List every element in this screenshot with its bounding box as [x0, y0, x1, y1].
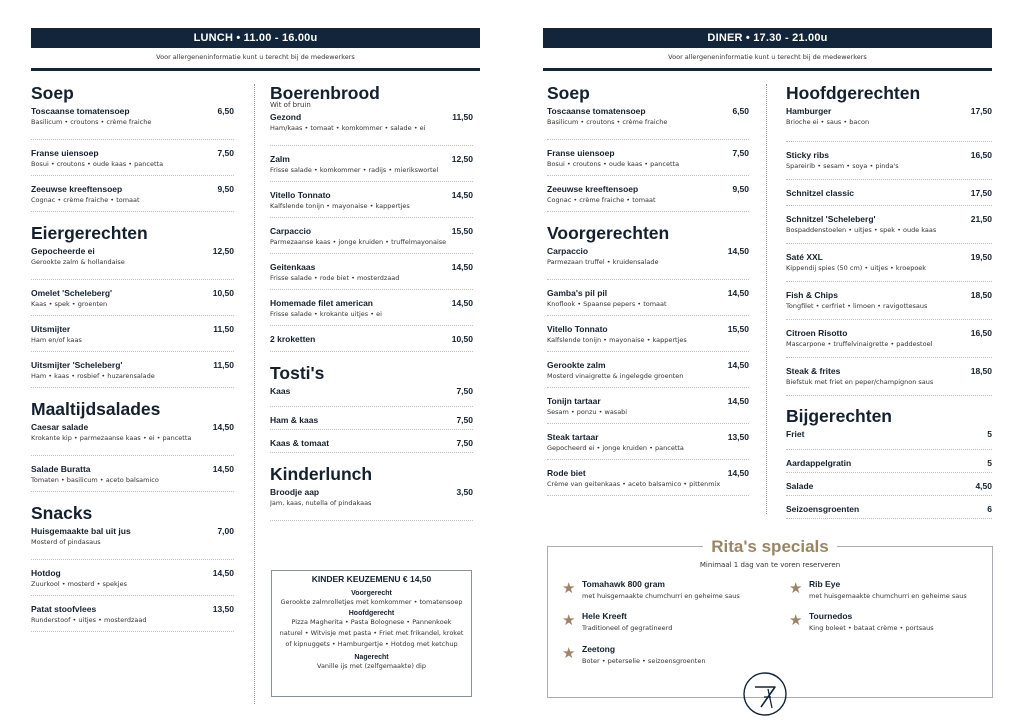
menu-section-boerenbrood — [270, 82, 473, 352]
special-desc: King boleet • bataat crème • portsaus — [809, 624, 934, 632]
menu-item-name: Franse uiensoep — [547, 148, 615, 158]
menu-item-description: Gerookte zalm & hollandaise — [31, 258, 125, 266]
menu-item — [270, 290, 473, 326]
menu-item-name: Zeeuwse kreeftensoep — [31, 184, 123, 194]
menu-item-name: Uitsmijter 'Scheleberg' — [31, 360, 123, 370]
menu-item-price: 18,50 — [970, 366, 992, 376]
menu-item-price: 14,50 — [212, 464, 234, 474]
menu-item-price: 5 — [987, 458, 992, 468]
menu-section-voorgerechten — [547, 222, 749, 496]
menu-item-name: Geitenkaas — [270, 262, 316, 272]
menu-item-description: Sesam • ponzu • wasabi — [547, 408, 628, 416]
menu-item-description: Gepocheerd ei • jonge kruiden • pancetta — [547, 444, 684, 452]
menu-item-description: Bospaddenstoelen • uitjes • spek • oude kaas — [786, 226, 937, 234]
menu-item-price: 19,50 — [970, 252, 992, 262]
menu-item-row — [270, 438, 473, 448]
menu-item-row — [270, 487, 473, 497]
menu-item-name: Gamba's pil pil — [547, 288, 608, 298]
menu-item-row — [31, 148, 234, 158]
menu-item-description: Kippendij spies (50 cm) • uitjes • kroepoek — [786, 264, 927, 272]
menu-item — [31, 316, 234, 352]
kids-hoofdgerecht-line: Pizza Magherita • Pasta Bolognese • Pannenkoek — [291, 618, 452, 626]
special-item — [789, 579, 967, 600]
menu-item — [270, 146, 473, 182]
menu-item-description: Brioche ei • saus • bacon — [786, 118, 870, 126]
menu-item — [786, 427, 992, 450]
menu-item-row — [31, 604, 234, 614]
menu-item-description: Frisse salade • krokante uitjes • ei — [270, 310, 382, 318]
section-title: Kinderlunch — [270, 464, 373, 484]
star-icon: ★ — [562, 579, 576, 597]
menu-item — [270, 326, 473, 352]
menu-section-kinderlunch — [270, 463, 473, 521]
menu-item-row — [547, 396, 749, 406]
kids-menu-box — [271, 570, 472, 697]
menu-item-price: 21,50 — [970, 214, 992, 224]
menu-item-row — [31, 568, 234, 578]
menu-item — [270, 485, 473, 521]
menu-item-name: Gerookte zalm — [547, 360, 606, 370]
menu-item — [31, 176, 234, 212]
menu-item-row — [547, 106, 749, 116]
menu-item-price: 10,50 — [451, 334, 473, 344]
menu-item-description: Krokante kip • parmezaanse kaas • ei • pancetta — [31, 434, 192, 442]
diner-column-2 — [786, 82, 992, 525]
menu-item-price: 4,50 — [975, 481, 992, 491]
menu-item-name: Homemade filet american — [270, 298, 373, 308]
menu-item — [786, 358, 992, 396]
menu-item-name: Patat stoofvlees — [31, 604, 97, 614]
menu-item-row — [786, 214, 992, 224]
menu-item-row — [547, 246, 749, 256]
menu-item-description: Mosterd of pindasaus — [31, 538, 101, 546]
section-title: Soep — [547, 83, 590, 103]
menu-item-price: 7,50 — [456, 438, 473, 448]
menu-item-row — [786, 290, 992, 300]
kids-menu-title: KINDER KEUZEMENU € 14,50 — [311, 574, 432, 584]
menu-item-price: 13,50 — [727, 432, 749, 442]
menu-item-name: Uitsmijter — [31, 324, 71, 334]
menu-item-row — [31, 288, 234, 298]
menu-item-description: Parmezaanse kaas • jonge kruiden • truffelmayonaise — [270, 238, 447, 246]
menu-item-name: 2 kroketten — [270, 334, 316, 344]
menu-item — [547, 460, 749, 496]
menu-item-row — [31, 184, 234, 194]
diner-header-rule — [543, 68, 992, 71]
menu-item-description: Jam, kaas, nutella of pindakaas — [270, 499, 372, 507]
menu-item-description: Biefstuk met friet en peper/champignon saus — [786, 378, 934, 386]
menu-item-price: 14,50 — [727, 396, 749, 406]
menu-item-row — [547, 288, 749, 298]
menu-item-description: Zuurkool • mosterd • spekjes — [31, 580, 127, 588]
menu-section-eiergerechten — [31, 222, 234, 388]
ritas-specials-title — [548, 537, 992, 557]
menu-item-row — [786, 252, 992, 262]
menu-item-description: Frisse salade • komkommer • radijs • mierikswortel — [270, 166, 439, 174]
menu-item-name: Omelet 'Scheleberg' — [31, 288, 113, 298]
menu-item — [786, 320, 992, 358]
menu-item — [31, 104, 234, 140]
menu-item-price: 7,50 — [456, 386, 473, 396]
kids-hoofdgerecht-line: of kipnuggets • Hamburgertje • Hotdog met ketchup — [285, 640, 458, 648]
special-desc: Traditioneel of gegratineerd — [582, 624, 673, 632]
menu-item-name: Aardappelgratin — [786, 458, 852, 468]
menu-item-row — [31, 106, 234, 116]
menu-item-price: 7,50 — [732, 148, 749, 158]
menu-item — [31, 352, 234, 388]
menu-item-name: Gepocheerde ei — [31, 246, 95, 256]
menu-item-name: Schnitzel 'Scheleberg' — [786, 214, 876, 224]
lunch-header: LUNCH • 11.00 - 16.00u — [31, 28, 480, 48]
menu-item-name: Steak & frites — [786, 366, 841, 376]
menu-item-price: 14,50 — [451, 190, 473, 200]
special-name: Tournedos — [809, 611, 853, 621]
menu-item-name: Hotdog — [31, 568, 61, 578]
menu-item-price: 6,50 — [732, 106, 749, 116]
menu-item-description: Frisse salade • rode biet • mosterdzaad — [270, 274, 400, 282]
section-title: Eiergerechten — [31, 223, 148, 243]
menu-item-description: Basilicum • croutons • crème fraiche — [31, 118, 152, 126]
menu-item-price: 11,50 — [452, 112, 473, 122]
diner-allergen-note: Voor allergeneninformatie kunt u terecht bij de medewerkers — [668, 53, 867, 61]
kids-voorgerecht-heading: Voorgerecht — [351, 590, 392, 597]
menu-item-description: Bosui • croutons • oude kaas • pancetta — [31, 160, 164, 168]
menu-item — [270, 430, 473, 453]
menu-item-description: Crème van geitenkaas • aceto balsamico • pittenmix — [547, 480, 721, 488]
restaurant-logo-icon — [742, 671, 788, 717]
section-title: Voorgerechten — [547, 223, 670, 243]
menu-item-description: Kalfslende tonijn • mayonaise • kappertjes — [547, 336, 687, 344]
menu-item — [31, 560, 234, 596]
menu-item-row — [270, 262, 473, 272]
menu-item-row — [270, 226, 473, 236]
menu-item-price: 6 — [987, 504, 992, 514]
menu-item-price: 14,50 — [727, 360, 749, 370]
menu-item-name: Vitello Tonnato — [547, 324, 608, 334]
menu-item-price: 13,50 — [212, 604, 234, 614]
menu-item — [786, 496, 992, 519]
menu-item-description: Tongfilet • cerfriet • limoen • ravigottesaus — [786, 302, 928, 310]
menu-item-price: 9,50 — [732, 184, 749, 194]
menu-item — [547, 316, 749, 352]
menu-item-description: Bosui • croutons • oude kaas • pancetta — [547, 160, 680, 168]
menu-item-name: Huisgemaakte bal uit jus — [31, 526, 131, 536]
menu-item-name: Saté XXL — [786, 252, 823, 262]
section-title: Boerenbrood — [270, 83, 380, 103]
menu-item-price: 14,50 — [727, 468, 749, 478]
menu-item — [786, 473, 992, 496]
menu-item-name: Caesar salade — [31, 422, 89, 432]
special-item — [562, 644, 705, 665]
menu-item — [270, 110, 473, 146]
diner-column-divider — [766, 84, 767, 514]
section-subtitle: Wit of bruin — [270, 101, 311, 109]
menu-item-name: Zeeuwse kreeftensoep — [547, 184, 639, 194]
section-title: Bijgerechten — [786, 406, 892, 426]
menu-item-name: Zalm — [270, 154, 290, 164]
menu-item-description: Parmezaan truffel • kruidensalade — [547, 258, 659, 266]
ritas-specials-subtitle: Minimaal 1 dag van te voren reserveren — [699, 561, 841, 569]
menu-item-name: Salade — [786, 481, 814, 491]
menu-item-row — [270, 334, 473, 344]
menu-item-row — [547, 360, 749, 370]
menu-item-price: 5 — [987, 429, 992, 439]
menu-item-price: 15,50 — [727, 324, 749, 334]
menu-item-price: 18,50 — [970, 290, 992, 300]
menu-item-name: Hamburger — [786, 106, 832, 116]
star-icon: ★ — [562, 611, 576, 629]
menu-item-name: Steak tartaar — [547, 432, 599, 442]
menu-item-name: Friet — [786, 429, 805, 439]
menu-item-description: Spareirib • sesam • soya • pinda's — [786, 162, 899, 170]
menu-item — [31, 244, 234, 280]
menu-section-maaltijdsalades — [31, 398, 234, 492]
menu-item-description: Mascarpone • truffelvinaigrette • paddestoel — [786, 340, 933, 348]
menu-item-description: Cognac • crème fraiche • tomaat — [547, 196, 656, 204]
menu-item-name: Vitello Tonnato — [270, 190, 331, 200]
menu-section-soep — [547, 82, 749, 212]
menu-item — [31, 140, 234, 176]
menu-item-price: 14,50 — [727, 288, 749, 298]
menu-item — [31, 420, 234, 456]
special-name: Hele Kreeft — [582, 611, 627, 621]
menu-item-description: Ham/kaas • tomaat • komkommer • salade • ei — [270, 124, 426, 132]
menu-item-name: Ham & kaas — [270, 415, 319, 425]
menu-item — [270, 384, 473, 407]
menu-item-description: Ham en/of kaas — [31, 336, 82, 344]
menu-item — [31, 280, 234, 316]
menu-item-price: 16,50 — [970, 328, 992, 338]
menu-item-price: 17,50 — [970, 106, 992, 116]
ritas-specials-title-text: Rita's specials — [703, 537, 836, 556]
menu-item-name: Schnitzel classic — [786, 188, 855, 198]
menu-item-price: 7,00 — [217, 526, 234, 536]
section-title: Maaltijdsalades — [31, 399, 161, 419]
menu-item-price: 6,50 — [217, 106, 234, 116]
special-name: Rib Eye — [809, 579, 841, 589]
menu-item — [270, 182, 473, 218]
menu-item-row — [547, 184, 749, 194]
menu-item-name: Kaas — [270, 386, 291, 396]
menu-section-soep — [31, 82, 234, 212]
special-name: Zeetong — [582, 644, 616, 654]
menu-item-price: 15,50 — [451, 226, 473, 236]
menu-item — [547, 352, 749, 388]
menu-item-description: Mosterd vinaigrette & ingelegde groenten — [547, 372, 684, 380]
special-desc: met huisgemaakte chumchurri en geheime saus — [582, 592, 740, 600]
menu-section-bijgerechten — [786, 405, 992, 519]
menu-item-row — [270, 154, 473, 164]
menu-item-row — [786, 106, 992, 116]
menu-item-name: Fish & Chips — [786, 290, 838, 300]
lunch-column-divider — [254, 84, 255, 704]
menu-item-row — [547, 432, 749, 442]
special-desc: Boter • peterselie • seizoensgroenten — [582, 657, 706, 665]
star-icon: ★ — [789, 611, 803, 629]
menu-item-row — [786, 429, 992, 439]
kids-hoofdgerecht-heading: Hoofdgerecht — [348, 610, 395, 617]
menu-section-snacks — [31, 502, 234, 632]
menu-item-price: 12,50 — [212, 246, 234, 256]
menu-item-row — [786, 481, 992, 491]
menu-item — [786, 282, 992, 320]
menu-item-price: 7,50 — [217, 148, 234, 158]
star-icon: ★ — [562, 644, 576, 662]
diner-header: DINER • 17.30 - 21.00u — [543, 28, 992, 48]
menu-item-price: 17,50 — [970, 188, 992, 198]
menu-item-row — [270, 415, 473, 425]
menu-item — [31, 524, 234, 560]
menu-item-description: Basilicum • croutons • crème fraiche — [547, 118, 668, 126]
special-name: Tomahawk 800 gram — [582, 579, 665, 589]
kids-nagerecht-text: Vanille ijs met (zelfgemaakte) dip — [317, 662, 426, 670]
menu-item-price: 11,50 — [213, 360, 234, 370]
section-title: Hoofdgerechten — [786, 83, 921, 103]
menu-item — [786, 180, 992, 206]
menu-item-description: Tomaten • basilicum • aceto balsamico — [31, 476, 159, 484]
menu-item-price: 7,50 — [456, 415, 473, 425]
lunch-allergen-note: Voor allergeneninformatie kunt u terecht bij de medewerkers — [156, 53, 355, 61]
special-desc: met huisgemaakte chumchurri en geheime saus — [809, 592, 967, 600]
menu-item-row — [31, 246, 234, 256]
menu-item — [547, 140, 749, 176]
menu-item-price: 9,50 — [217, 184, 234, 194]
menu-item-row — [31, 324, 234, 334]
special-item — [562, 579, 740, 600]
menu-item-row — [31, 360, 234, 370]
menu-item — [547, 176, 749, 212]
kids-hoofdgerecht-line: naturel • Witvisje met pasta • Friet met frikandel, kroket — [279, 629, 464, 637]
section-title: Snacks — [31, 503, 93, 523]
menu-item-description: Cognac • crème fraiche • tomaat — [31, 196, 140, 204]
lunch-column-1 — [31, 82, 234, 638]
menu-item-description: Ham • kaas • rosbief • huzarensalade — [31, 372, 155, 380]
menu-item-price: 16,50 — [970, 150, 992, 160]
menu-item — [31, 596, 234, 632]
menu-item-name: Salade Buratta — [31, 464, 91, 474]
menu-item-description: Kalfslende tonijn • mayonaise • kappertjes — [270, 202, 410, 210]
menu-item — [31, 456, 234, 492]
menu-item-name: Franse uiensoep — [31, 148, 99, 158]
section-title: Soep — [31, 83, 74, 103]
menu-item — [786, 206, 992, 244]
menu-item-row — [786, 458, 992, 468]
menu-item-name: Toscaanse tomatensoep — [31, 106, 130, 116]
menu-item-row — [270, 190, 473, 200]
menu-item-name: Carpaccio — [270, 226, 312, 236]
menu-item-description: Knoflook • Spaanse pepers • tomaat — [547, 300, 667, 308]
menu-item-row — [547, 324, 749, 334]
menu-item-price: 14,50 — [212, 568, 234, 578]
menu-item-row — [31, 464, 234, 474]
menu-section-hoofdgerechten — [786, 82, 992, 396]
menu-item-price: 14,50 — [727, 246, 749, 256]
menu-item — [270, 254, 473, 290]
menu-item — [270, 218, 473, 254]
menu-item-row — [270, 112, 473, 122]
menu-item — [547, 424, 749, 460]
menu-item-row — [786, 188, 992, 198]
menu-item — [786, 104, 992, 142]
menu-item — [786, 450, 992, 473]
menu-item-row — [270, 298, 473, 308]
menu-section-tosti-s — [270, 362, 473, 453]
menu-item-row — [786, 328, 992, 338]
menu-item-price: 14,50 — [451, 262, 473, 272]
menu-item-row — [786, 504, 992, 514]
special-item — [789, 611, 934, 632]
menu-item-row — [31, 422, 234, 432]
menu-item-price: 12,50 — [451, 154, 473, 164]
menu-item-name: Tonijn tartaar — [547, 396, 601, 406]
menu-item — [547, 280, 749, 316]
menu-item-name: Gezond — [270, 112, 302, 122]
menu-item — [547, 104, 749, 140]
menu-item-row — [31, 526, 234, 536]
menu-item-name: Kaas & tomaat — [270, 438, 330, 448]
menu-item-description: Kaas • spek • groenten — [31, 300, 108, 308]
menu-item — [786, 142, 992, 180]
menu-item-name: Citroen Risotto — [786, 328, 848, 338]
menu-item-price: 3,50 — [456, 487, 473, 497]
menu-item-price: 10,50 — [212, 288, 234, 298]
lunch-header-rule — [31, 68, 480, 71]
menu-item-name: Seizoensgroenten — [786, 504, 860, 514]
menu-item-name: Carpaccio — [547, 246, 589, 256]
menu-item-row — [547, 468, 749, 478]
menu-item — [547, 388, 749, 424]
menu-item-name: Broodje aap — [270, 487, 320, 497]
diner-column-1 — [547, 82, 749, 502]
kids-nagerecht-heading: Nagerecht — [354, 654, 389, 661]
menu-item-price: 11,50 — [213, 324, 234, 334]
menu-item-name: Sticky ribs — [786, 150, 829, 160]
menu-item-name: Toscaanse tomatensoep — [547, 106, 646, 116]
lunch-column-2 — [270, 82, 473, 527]
menu-item-row — [786, 150, 992, 160]
menu-item-row — [547, 148, 749, 158]
section-title: Tosti's — [270, 363, 325, 383]
special-item — [562, 611, 672, 632]
star-icon: ★ — [789, 579, 803, 597]
menu-item — [270, 407, 473, 430]
menu-item-row — [786, 366, 992, 376]
menu-item-description: Runderstoof • uitjes • mosterdzaad — [31, 616, 147, 624]
menu-item — [547, 244, 749, 280]
menu-item-name: Rode biet — [547, 468, 586, 478]
menu-item-price: 14,50 — [451, 298, 473, 308]
menu-item-row — [270, 386, 473, 396]
kids-voorgerecht-text: Gerookte zalmrolletjes met komkommer • tomatensoep — [280, 598, 463, 606]
menu-item-price: 14,50 — [212, 422, 234, 432]
menu-item — [786, 244, 992, 282]
